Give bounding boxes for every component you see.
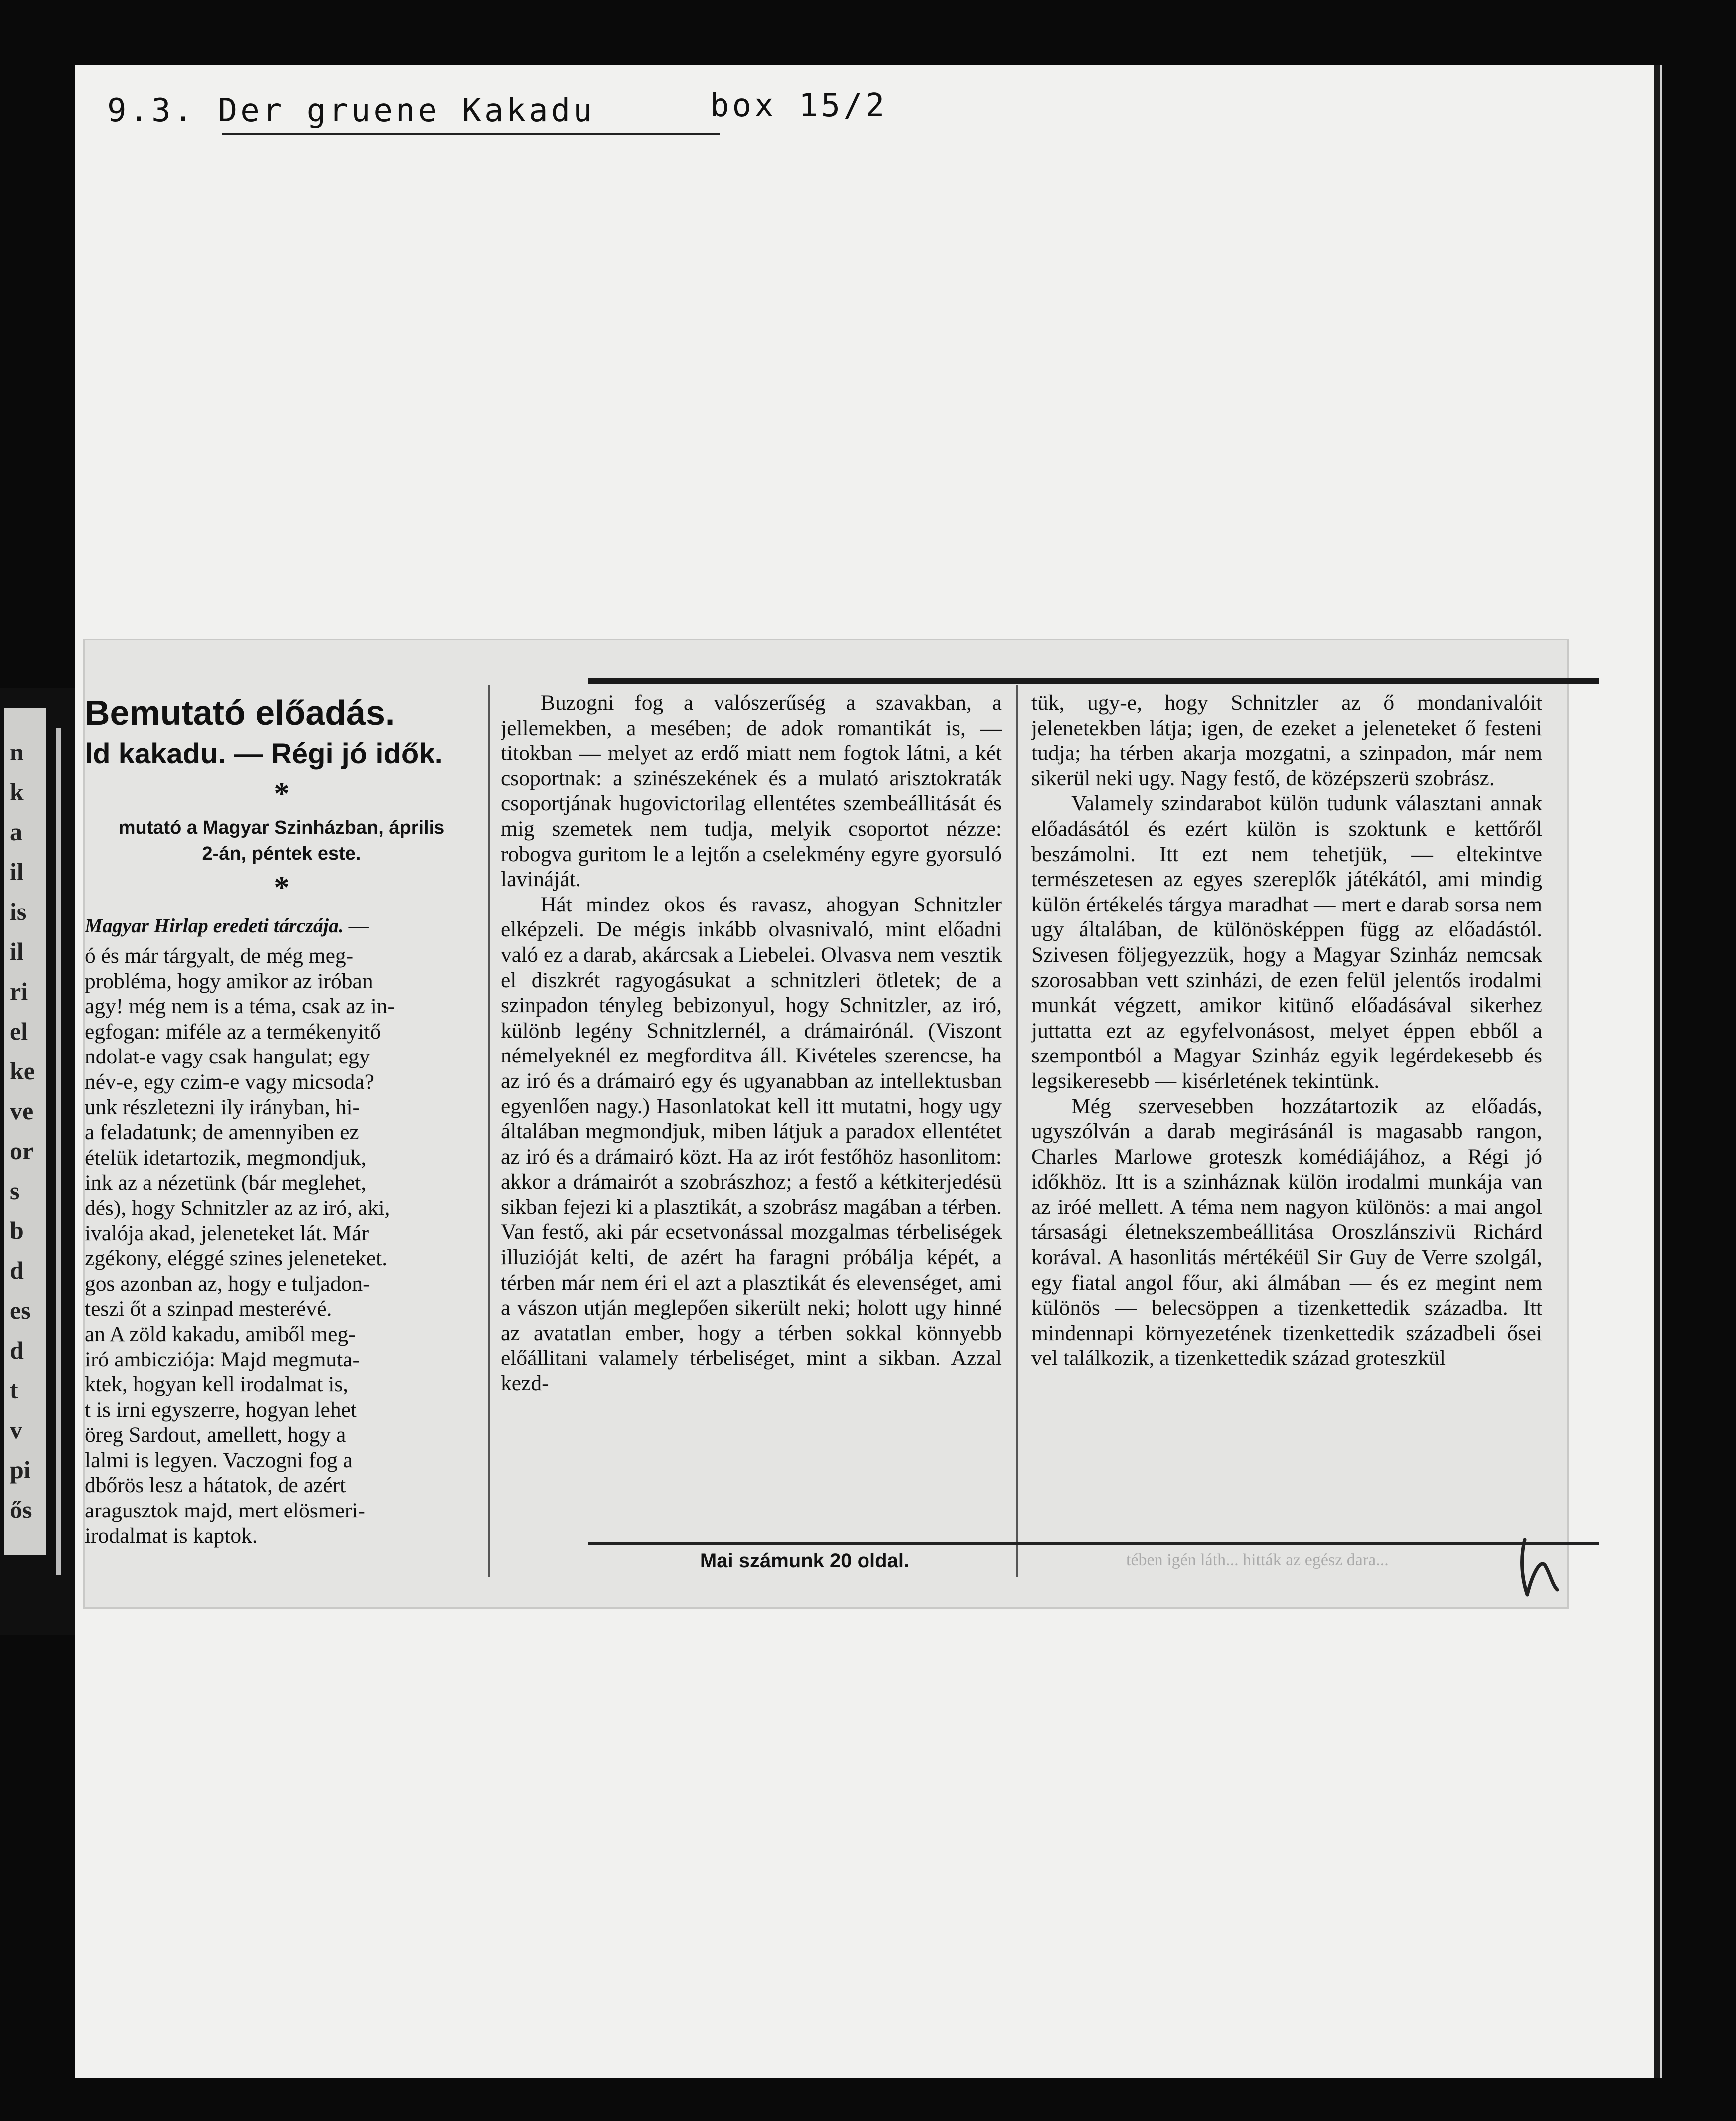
clipping-footer bbox=[588, 1542, 1599, 1575]
column-1-line: unk részletezni ily irányban, hi- bbox=[85, 1095, 360, 1119]
column-1-line: aragusztok majd, mert elösmeri- bbox=[85, 1499, 365, 1523]
paragraph: tük, ugy-e, hogy Schnitzler az ő mondanivalóit jelenetekben látja; igen, de ezeket a jeleneteket ő festeni tudja; ha térben akarja mozgatni, a szinpadon, már nem sikerül neki ugy. Nagy festő, de középszerü szobrász. bbox=[1031, 691, 1542, 790]
subheadline: ld kakadu. — Régi jó idők. bbox=[85, 738, 443, 770]
folder-label: 9.3. Der gruene Kakadu bbox=[107, 92, 595, 129]
column-1-line: ételük idetartozik, megmondjuk, bbox=[85, 1145, 367, 1170]
byline: Magyar Hirlap eredeti tárczája. — bbox=[85, 914, 369, 937]
column-1-line: probléma, hogy amikor az iróban bbox=[85, 969, 373, 993]
column-1-text bbox=[85, 943, 478, 1548]
asterisk-divider: * bbox=[274, 777, 289, 811]
paragraph: Hát mindez okos és ravasz, ahogyan Schnitzler elképzeli. De mégis inkább olvasnivaló, mint előadni való ez a darab, akárcsak a Liebelei. Olvasva nem vesztik el diszkrét ragyogásukat a schnitzleri ötletek; de a szinpadon tényleg bebizonyul, hogy Schnitzler, az iró, különb legény Schnitzlernél, a drámairónál. (Viszont némelyeknél ez megforditva áll. Kivételes szerencse, ha az iró és a drámairó egy és ugyanabban az intellektusban egyenlően nagy.) Hasonlatokat kell itt mutatni, hogy ugy általában megmondjuk, miben látjuk a paradox ellentétet az iró és a drámairó közt. Ha az irót festőhöz hasonlitom: akkor a drámairót a szobrászhoz; a festő a kétkiterjedésü sikban fejezi ki a plasztikát, a szobrász magában a térben. Van festő, aki pár ecsetvonással mozgalmas térbeliségek illuzióját kelti, de azért ha faragni próbálja képét, a térben már nem éri el azt a plasztikát és elevenséget, ami a vászon utján meglepően sikerült neki; holott ugy hinné az avatatlan ember, hogy a térben sokkal könnyebb előállitani valamely térbeliséget, mint a sikban. Azzal kezd- bbox=[501, 892, 1002, 1396]
column-1-line: dés), hogy Schnitzler az az iró, aki, bbox=[85, 1196, 390, 1220]
column-1-line: ndolat-e vagy csak hangulat; egy bbox=[85, 1045, 370, 1069]
paragraph: Buzogni fog a valószerűség a szavakban, a jellemekben, a mesében; de adok romantikát is, — titokban — melyet az erdő miatt nem fogtok látni, a két csoportnak: a szinészekének és a mulató arisztokraták csoportjának hugovictorilag ellentétes szembeállitását és mig szemetek nem tudja, melyik csoportot nézze: robogva guritom le a lejtőn a cselekmény egyre gyorsuló lavináját. bbox=[501, 691, 1002, 892]
column-1-line: teszi őt a szinpad mesterévé. bbox=[85, 1297, 332, 1321]
title-underline bbox=[222, 133, 720, 135]
column-1-line: ó és már tárgyalt, de még meg- bbox=[85, 944, 354, 968]
faded-bleed-text: tében igén láth... hitták az egész dara... bbox=[1126, 1551, 1389, 1569]
clipping-top-rule bbox=[588, 678, 1599, 684]
headline: Bemutató előadás. bbox=[85, 693, 395, 732]
column-1-line: ivalója akad, jeleneteket lát. Már bbox=[85, 1221, 369, 1245]
column-1-line: t is irni egyszerre, hogyan lehet bbox=[85, 1397, 357, 1422]
box-label: box 15/2 bbox=[710, 87, 888, 124]
column-1-line: öreg Sardout, amellett, hogy a bbox=[85, 1423, 346, 1447]
column-1-line: név-e, egy czim-e vagy micsoda? bbox=[85, 1069, 374, 1094]
subtitle-line-1: mutató a Magyar Szinházban, április bbox=[118, 817, 445, 838]
column-1-line: lalmi is legyen. Vaczogni fog a bbox=[85, 1448, 353, 1472]
column-1-line: an A zöld kakadu, amiből meg- bbox=[85, 1322, 356, 1346]
column-rule-1 bbox=[488, 685, 490, 1577]
column-1-line: irodalmat is kaptok. bbox=[85, 1523, 258, 1548]
adjacent-page-edge: n k a il is il ri el ke ve or s b d es d t v pi ős bbox=[0, 688, 75, 1635]
subtitle-line-2: 2-án, péntek este. bbox=[202, 843, 361, 864]
column-1-line: ink az a nézetünk (bár meglehet, bbox=[85, 1171, 367, 1195]
column-1-line: dbőrös lesz a hátatok, de azért bbox=[85, 1473, 346, 1498]
column-3 bbox=[1031, 690, 1542, 1371]
archive-header bbox=[107, 87, 888, 147]
column-1-line: agy! még nem is a téma, csak az in- bbox=[85, 994, 395, 1019]
page-count-note: Mai számunk 20 oldal. bbox=[700, 1550, 910, 1572]
asterisk-divider-2: * bbox=[274, 871, 289, 905]
sheet-edge-rule bbox=[1654, 65, 1660, 2078]
column-rule-2 bbox=[1016, 685, 1018, 1577]
column-1-line: ktek, hogyan kell irodalmat is, bbox=[85, 1372, 349, 1397]
column-1 bbox=[85, 690, 478, 1548]
column-1-line: a feladatunk; de amennyiben ez bbox=[85, 1120, 359, 1145]
paragraph: Valamely szindarabot külön tudunk választani annak előadásától és ezért külön is szoktunk e kettőről beszámolni. Itt ezt nem tehetjük, — eltekintve természetesen az egyes szereplők játékától, ami mindig külön értékelés tárgya maradhat — mert e darab sorsa nem ugy általában, de különösképpen függ az előadástól. Szivesen följegyezzük, hogy a Magyar Szinház nemcsak szorosabban vett szinházi, de ezen felül jelentős irodalmi munkát végzett, amikor kitünő előadásával sikerhez juttatta ezt az egyfelvonásost, melyet éppen ebből a szempontból a Magyar Szinház egyik legérdekesebb és legsikeresebb — kisérletének tekintünk. bbox=[1031, 791, 1542, 1093]
column-2 bbox=[501, 690, 1002, 1396]
newspaper-clipping bbox=[85, 640, 1567, 1607]
column-1-line: zgékony, eléggé szines jeleneteket. bbox=[85, 1246, 388, 1271]
column-1-line: egfogan: miféle az a termékenyitő bbox=[85, 1019, 381, 1044]
pencil-mark-icon bbox=[1515, 1530, 1565, 1600]
column-1-line: iró ambicziója: Majd megmuta- bbox=[85, 1347, 360, 1371]
paragraph: Még szervesebben hozzátartozik az előadás, ugyszólván a darab megirásánál is magasabb rangon, Charles Marlowe groteszk komédiájához, a Régi jó időkhöz. Itt is a szinháznak külön irodalmi munkája van az iróé mellett. A téma nem nagyon különös: a mai angol társasági életnekszembeállitása Oroszlánszivü Richárd korával. A hasonlitás mértékéül Sir Guy de Verre szolgál, egy fiatal angol főur, aki álmában — és ez megint nem különös — belecsöppen a tizenkettedik századba. Itt mindennapi környezetének tizenkettedik századbeli ősei vel találkozik, a tizenkettedik század groteszkül bbox=[1031, 1094, 1542, 1370]
column-1-line: gos azonban az, hogy e tuljadon- bbox=[85, 1271, 370, 1296]
